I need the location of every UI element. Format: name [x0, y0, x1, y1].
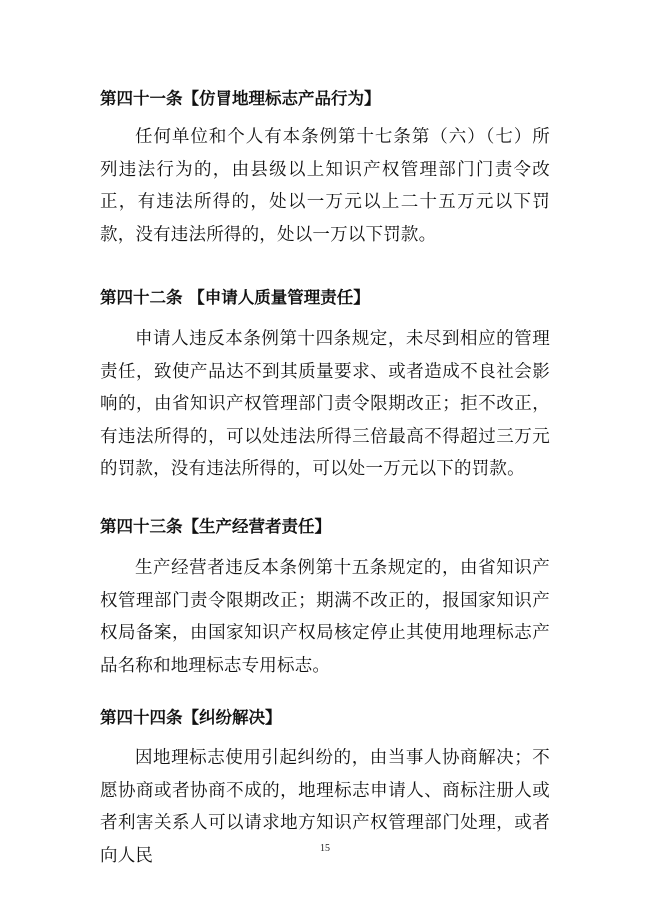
article-42-heading: 第四十二条 【申请人质量管理责任】	[100, 288, 370, 307]
page-number: 15	[320, 843, 330, 854]
article-41-text: 任何单位和个人有本条例第十七条第（六）（七）所列违法行为的，由县级以上知识产权管理部门门责令改正，有违法所得的，处以一万元以上二十五万元以下罚款，没有违法所得的，处以一万以下罚款。	[100, 127, 550, 245]
article-43-text: 生产经营者违反本条例第十五条规定的，由省知识产权管理部门责令限期改正；期满不改正的，报国家知识产权局备案，由国家知识产权局核定停止其使用地理标志产品名称和地理标志专用标志。	[100, 558, 550, 676]
article-43-heading: 第四十三条【生产经营者责任】	[100, 517, 331, 536]
article-42-text: 申请人违反本条例第十四条规定，未尽到相应的管理责任，致使产品达不到其质量要求、或者造成不良社会影响的，由省知识产权管理部门责令限期改正；拒不改正，有违法所得的，可以处违法所得三倍最高不得超过三万元的罚款，没有违法所得的，可以处一万元以下的罚款。	[100, 329, 550, 479]
article-44-heading: 第四十四条【纠纷解决】	[100, 708, 282, 727]
article-44-text: 因地理标志使用引起纠纷的，由当事人协商解决；不愿协商或者协商不成的，地理标志申请人、商标注册人或者利害关系人可以请求地方知识产权管理部门处理，或者向人民	[100, 748, 550, 866]
article-41-heading: 第四十一条【仿冒地理标志产品行为】	[100, 89, 381, 108]
